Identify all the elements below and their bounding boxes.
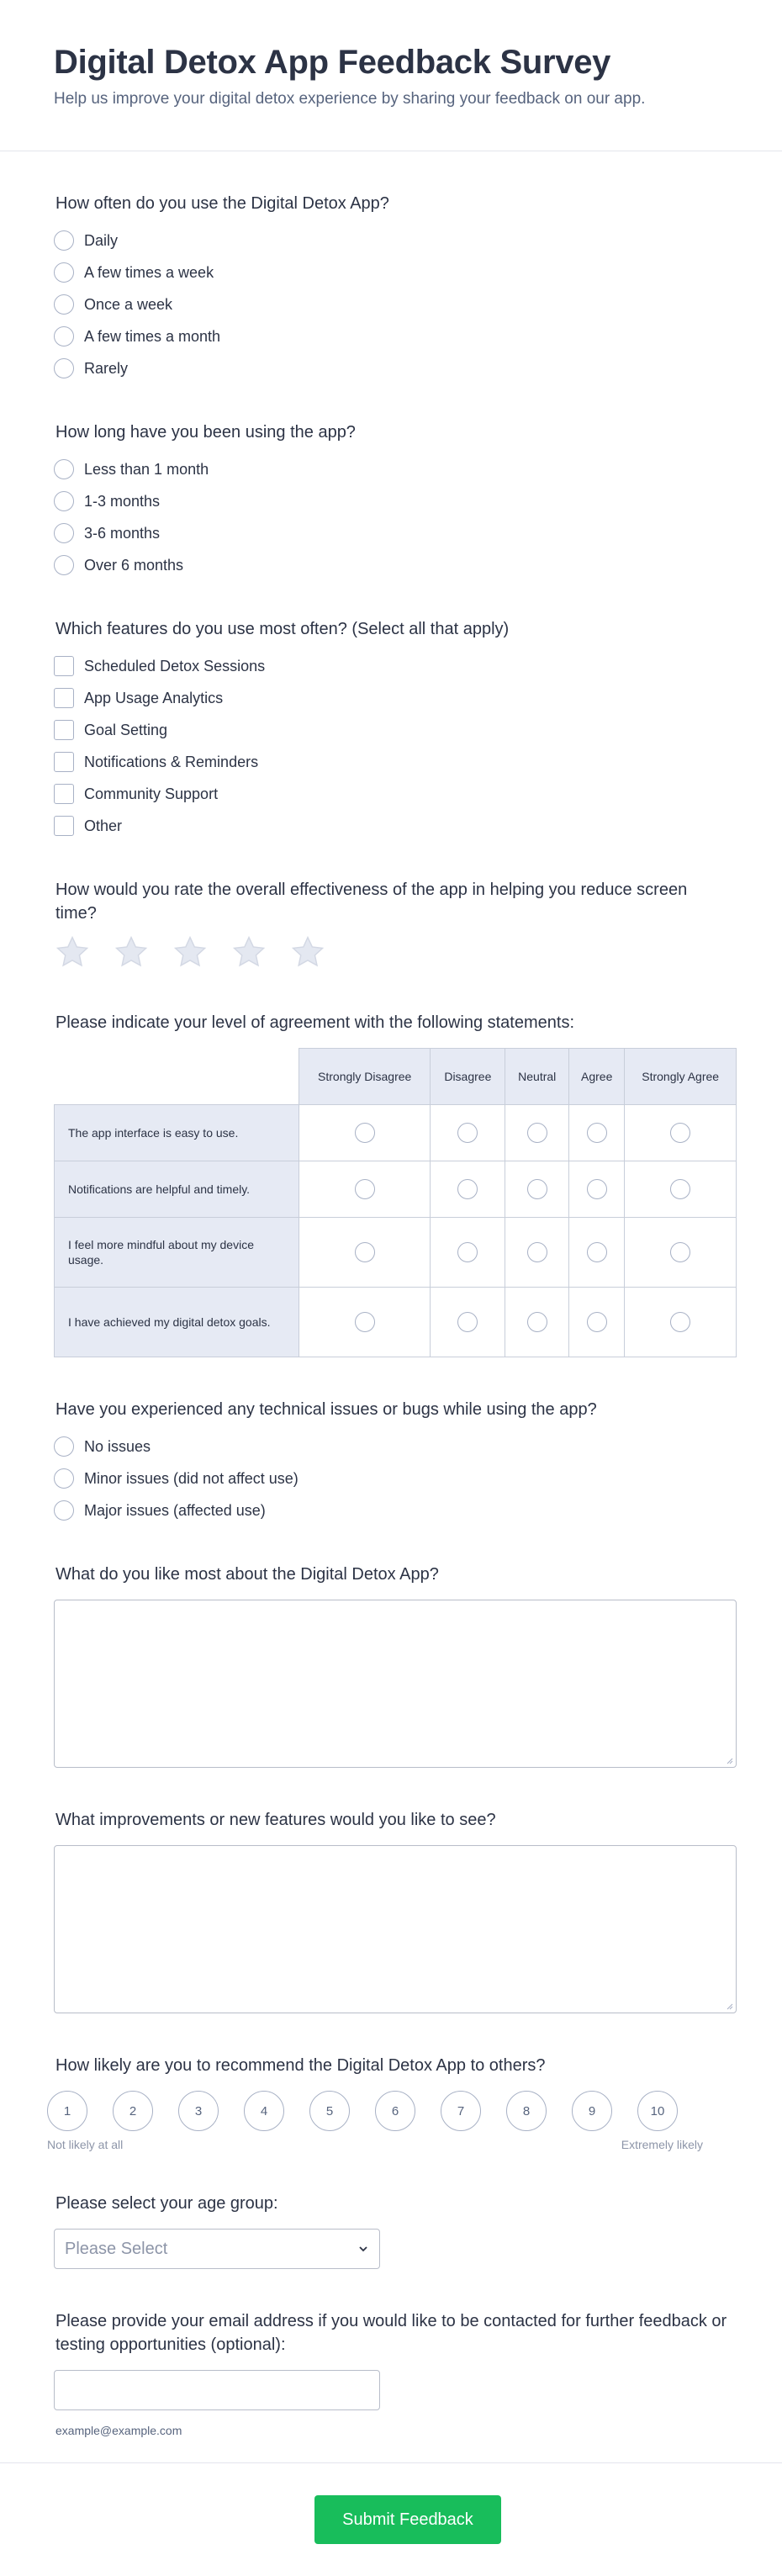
radio-group-usage bbox=[54, 229, 728, 380]
matrix-radio[interactable] bbox=[527, 1179, 547, 1199]
radio-button[interactable] bbox=[54, 1500, 74, 1521]
option-label: No issues bbox=[84, 1437, 151, 1455]
radio-option[interactable] bbox=[54, 1499, 728, 1522]
radio-option[interactable] bbox=[54, 521, 728, 545]
matrix-radio[interactable] bbox=[587, 1312, 607, 1332]
option-label: Major issues (affected use) bbox=[84, 1501, 266, 1519]
radio-option[interactable] bbox=[54, 229, 728, 252]
star-icon[interactable] bbox=[172, 934, 209, 971]
matrix-row-label: Notifications are helpful and timely. bbox=[55, 1161, 299, 1218]
matrix-radio[interactable] bbox=[587, 1123, 607, 1143]
matrix-row bbox=[55, 1218, 737, 1288]
option-label: App Usage Analytics bbox=[84, 689, 224, 706]
checkbox-option[interactable] bbox=[54, 686, 728, 710]
question-label: Please indicate your level of agreement with the following statements: bbox=[55, 1013, 575, 1032]
question-label: Please provide your email address if you would like to be contacted for further feedback or testing opportunities (optional): bbox=[55, 2312, 727, 2354]
resize-handle-icon[interactable] bbox=[725, 1756, 733, 1764]
radio-option[interactable] bbox=[54, 325, 728, 348]
matrix-row bbox=[55, 1161, 737, 1218]
question-label: How likely are you to recommend the Digital Detox App to others? bbox=[55, 2056, 546, 2075]
radio-button[interactable] bbox=[54, 262, 74, 283]
nps-option[interactable]: 9 bbox=[572, 2091, 612, 2131]
chevron-down-icon bbox=[357, 2243, 369, 2255]
question-label: Have you experienced any technical issues or bugs while using the app? bbox=[55, 1400, 597, 1419]
checkbox[interactable] bbox=[54, 752, 74, 772]
question-label: Please select your age group: bbox=[55, 2194, 278, 2213]
question-label: How would you rate the overall effectiveness of the app in helping you reduce screen time? bbox=[55, 881, 688, 923]
nps-option[interactable]: 8 bbox=[506, 2091, 547, 2131]
option-label: Over 6 months bbox=[84, 556, 184, 574]
nps-option[interactable]: 2 bbox=[113, 2091, 153, 2131]
matrix-row-label: I have achieved my digital detox goals. bbox=[55, 1288, 299, 1357]
option-label: Community Support bbox=[84, 785, 219, 802]
option-label: A few times a week bbox=[84, 263, 214, 281]
question-features bbox=[54, 577, 728, 838]
radio-group-issues bbox=[54, 1435, 728, 1522]
matrix-radio[interactable] bbox=[527, 1312, 547, 1332]
checkbox-option[interactable] bbox=[54, 718, 728, 742]
matrix-row bbox=[55, 1288, 737, 1357]
form-content bbox=[0, 151, 782, 2437]
checkbox-option[interactable] bbox=[54, 814, 728, 838]
matrix-radio[interactable] bbox=[670, 1312, 690, 1332]
question-age-group bbox=[54, 2151, 728, 2269]
matrix-radio[interactable] bbox=[355, 1312, 375, 1332]
matrix-radio[interactable] bbox=[355, 1242, 375, 1262]
star-icon[interactable] bbox=[54, 934, 91, 971]
checkbox[interactable] bbox=[54, 784, 74, 804]
question-recommend bbox=[47, 2013, 728, 2151]
radio-button[interactable] bbox=[54, 459, 74, 479]
option-label: A few times a month bbox=[84, 327, 221, 345]
matrix-radio[interactable] bbox=[457, 1242, 478, 1262]
matrix-radio[interactable] bbox=[457, 1312, 478, 1332]
radio-option[interactable] bbox=[54, 357, 728, 380]
question-label: How long have you been using the app? bbox=[55, 423, 356, 442]
agreement-matrix bbox=[54, 1048, 737, 1357]
nps-high-label: Extremely likely bbox=[621, 2138, 703, 2151]
checkbox-group-features bbox=[54, 654, 728, 838]
form-footer bbox=[0, 2462, 782, 2576]
matrix-row bbox=[55, 1105, 737, 1161]
matrix-radio[interactable] bbox=[670, 1242, 690, 1262]
matrix-radio[interactable] bbox=[587, 1242, 607, 1262]
option-label: Scheduled Detox Sessions bbox=[84, 657, 266, 674]
matrix-column-header: Strongly Disagree bbox=[299, 1049, 431, 1105]
matrix-column-header: Strongly Agree bbox=[625, 1049, 737, 1105]
option-label: Goal Setting bbox=[84, 721, 168, 738]
checkbox[interactable] bbox=[54, 816, 74, 836]
matrix-column-header: Disagree bbox=[431, 1049, 505, 1105]
star-icon[interactable] bbox=[230, 934, 267, 971]
option-label: Notifications & Reminders bbox=[84, 753, 259, 770]
checkbox-option[interactable] bbox=[54, 782, 728, 806]
select-value: Please Select bbox=[65, 2239, 168, 2258]
matrix-radio[interactable] bbox=[670, 1123, 690, 1143]
nps-option[interactable]: 1 bbox=[47, 2091, 87, 2131]
submit-button[interactable]: Submit Feedback bbox=[314, 2495, 501, 2544]
improvements-textarea[interactable] bbox=[54, 1845, 737, 2013]
option-label: Once a week bbox=[84, 295, 173, 313]
checkbox[interactable] bbox=[54, 688, 74, 708]
matrix-radio[interactable] bbox=[355, 1179, 375, 1199]
matrix-row-label: The app interface is easy to use. bbox=[55, 1105, 299, 1161]
radio-button[interactable] bbox=[54, 555, 74, 575]
checkbox[interactable] bbox=[54, 720, 74, 740]
option-label: 3-6 months bbox=[84, 524, 161, 542]
nps-option[interactable]: 4 bbox=[244, 2091, 284, 2131]
checkbox-option[interactable] bbox=[54, 654, 728, 678]
checkbox[interactable] bbox=[54, 656, 74, 676]
radio-button[interactable] bbox=[54, 326, 74, 346]
question-label: How often do you use the Digital Detox App? bbox=[55, 194, 389, 213]
option-label: Rarely bbox=[84, 359, 129, 377]
question-label: What improvements or new features would you like to see? bbox=[55, 1811, 496, 1829]
matrix-radio[interactable] bbox=[527, 1123, 547, 1143]
star-rating bbox=[54, 934, 728, 971]
radio-button[interactable] bbox=[54, 523, 74, 543]
question-usage-duration bbox=[54, 380, 728, 577]
question-improvements bbox=[54, 1768, 728, 2013]
nps-option[interactable]: 6 bbox=[375, 2091, 415, 2131]
question-usage-frequency bbox=[54, 151, 728, 380]
nps-option[interactable]: 3 bbox=[178, 2091, 219, 2131]
radio-option[interactable] bbox=[54, 1435, 728, 1458]
star-icon[interactable] bbox=[289, 934, 326, 971]
option-label: 1-3 months bbox=[84, 492, 161, 510]
matrix-radio[interactable] bbox=[457, 1179, 478, 1199]
question-like-most bbox=[54, 1522, 728, 1768]
option-label: Minor issues (did not affect use) bbox=[84, 1469, 299, 1487]
page-subtitle: Help us improve your digital detox experience by sharing your feedback on our app. bbox=[54, 90, 646, 108]
matrix-radio[interactable] bbox=[670, 1179, 690, 1199]
nps-labels bbox=[47, 2138, 703, 2151]
question-email bbox=[54, 2269, 728, 2437]
email-field[interactable] bbox=[54, 2370, 380, 2410]
radio-button[interactable] bbox=[54, 1468, 74, 1489]
nps-option[interactable]: 10 bbox=[637, 2091, 678, 2131]
radio-button[interactable] bbox=[54, 491, 74, 511]
matrix-radio[interactable] bbox=[587, 1179, 607, 1199]
checkbox-option[interactable] bbox=[54, 750, 728, 774]
radio-button[interactable] bbox=[54, 230, 74, 251]
page-title: Digital Detox App Feedback Survey bbox=[54, 44, 611, 81]
nps-low-label: Not likely at all bbox=[47, 2138, 124, 2151]
question-label: Which features do you use most often? (Select all that apply) bbox=[55, 620, 510, 638]
question-rating bbox=[54, 838, 728, 971]
matrix-column-header: Agree bbox=[569, 1049, 625, 1105]
option-label: Other bbox=[84, 817, 123, 834]
radio-button[interactable] bbox=[54, 294, 74, 315]
question-label: What do you like most about the Digital Detox App? bbox=[55, 1565, 439, 1584]
form-header bbox=[0, 0, 782, 151]
question-agreement-matrix bbox=[54, 971, 728, 1357]
matrix-column-header: Neutral bbox=[505, 1049, 569, 1105]
matrix-radio[interactable] bbox=[527, 1242, 547, 1262]
radio-option[interactable] bbox=[54, 458, 728, 481]
radio-option[interactable] bbox=[54, 1467, 728, 1490]
nps-option[interactable]: 5 bbox=[309, 2091, 350, 2131]
nps-scale bbox=[47, 2091, 728, 2131]
radio-option[interactable] bbox=[54, 261, 728, 284]
radio-option[interactable] bbox=[54, 489, 728, 513]
option-label: Daily bbox=[84, 231, 119, 249]
question-technical-issues bbox=[54, 1357, 728, 1522]
like-most-textarea[interactable] bbox=[54, 1600, 737, 1768]
matrix-radio[interactable] bbox=[355, 1123, 375, 1143]
resize-handle-icon[interactable] bbox=[725, 2002, 733, 2010]
radio-option[interactable] bbox=[54, 553, 728, 577]
matrix-row-label: I feel more mindful about my device usage. bbox=[55, 1218, 299, 1288]
radio-option[interactable] bbox=[54, 293, 728, 316]
email-sublabel: example@example.com bbox=[55, 2424, 182, 2437]
radio-group-duration bbox=[54, 458, 728, 577]
age-group-select[interactable] bbox=[54, 2229, 380, 2269]
radio-button[interactable] bbox=[54, 1436, 74, 1457]
matrix-radio[interactable] bbox=[457, 1123, 478, 1143]
star-icon[interactable] bbox=[113, 934, 150, 971]
matrix-corner bbox=[55, 1049, 299, 1105]
option-label: Less than 1 month bbox=[84, 460, 209, 478]
radio-button[interactable] bbox=[54, 358, 74, 378]
nps-option[interactable]: 7 bbox=[441, 2091, 481, 2131]
